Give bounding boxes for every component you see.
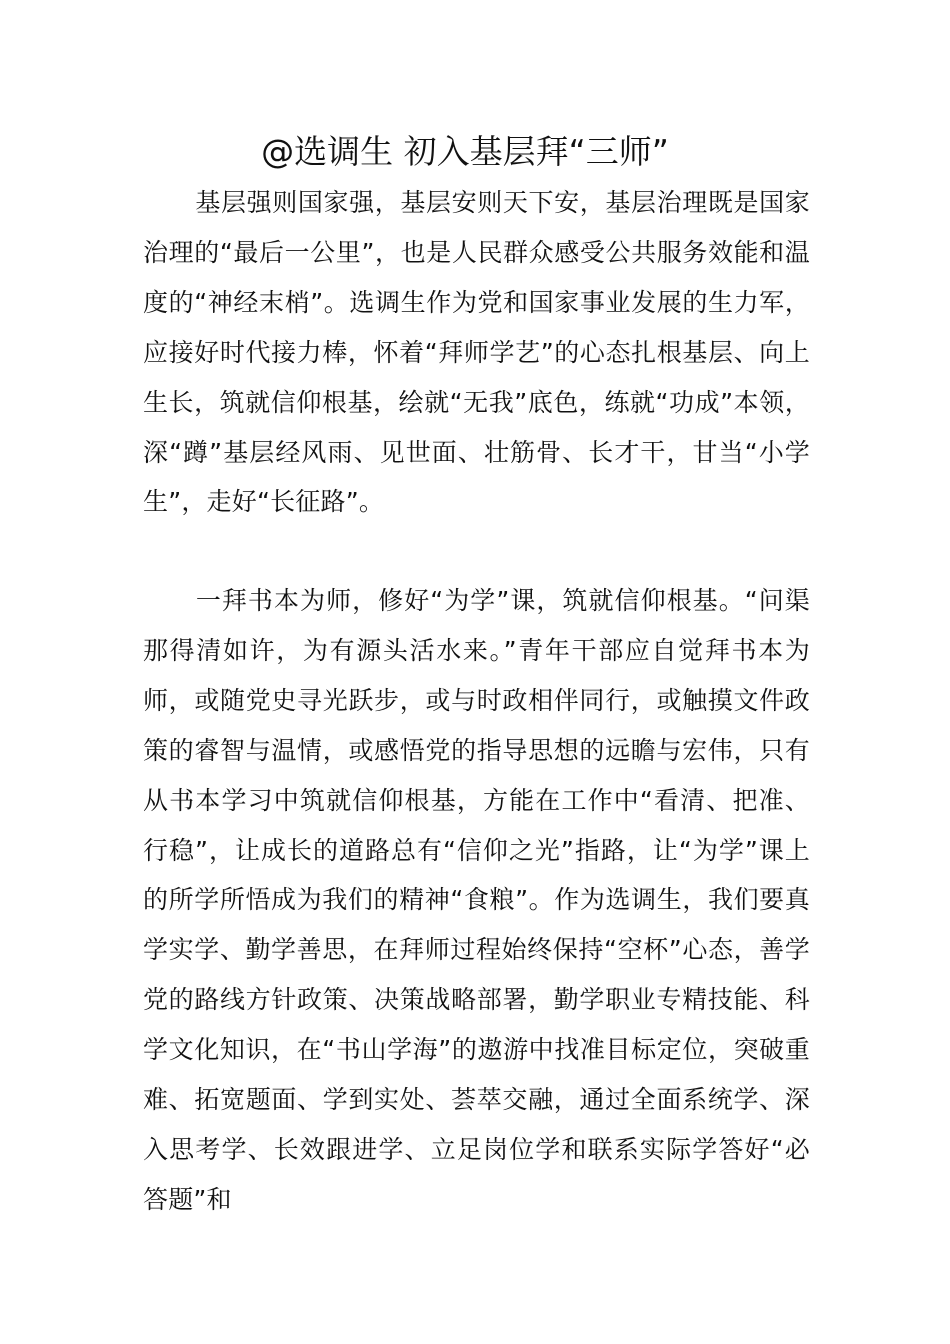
paragraph-section-one — [143, 576, 810, 1225]
paragraph-text: 基层强则国家强，基层安则天下安，基层治理既是国家治理的“最后一公里”，也是人民群众感受公共服务效能和温度的“神经末梢”。选调生作为党和国家事业发展的生力军，应接好时代接力棒，怀着“拜师学艺”的心态扎根基层、向上生长，筑就信仰根基，绘就“无我”底色，练就“功成”本领，深“蹲”基层经风雨、见世面、壮筋骨、长才干，甘当“小学生”，走好“长征路”。 — [143, 188, 810, 517]
paragraph-intro — [143, 178, 810, 527]
document-title: @选调生 初入基层拜“三师” — [261, 132, 669, 171]
paragraph-text: 一拜书本为师，修好“为学”课，筑就信仰根基。“问渠那得清如许，为有源头活水来。”青年干部应自觉拜书本为师，或随党史寻光跃步，或与时政相伴同行，或触摸文件政策的睿智与温情，或感悟党的指导思想的远瞻与宏伟，只有从书本学习中筑就信仰根基，方能在工作中“看清、把准、行稳”，让成长的道路总有“信仰之光”指路，让“为学”课上的所学所悟成为我们的精神“食粮”。作为选调生，我们要真学实学、勤学善思，在拜师过程始终保持“空杯”心态，善学党的路线方针政策、决策战略部署，勤学职业专精技能、科学文化知识，在“书山学海”的遨游中找准目标定位，突破重难、拓宽题面、学到实处、荟萃交融，通过全面系统学、深入思考学、长效跟进学、立足岗位学和联系实际学答好“必答题”和 — [143, 586, 810, 1214]
